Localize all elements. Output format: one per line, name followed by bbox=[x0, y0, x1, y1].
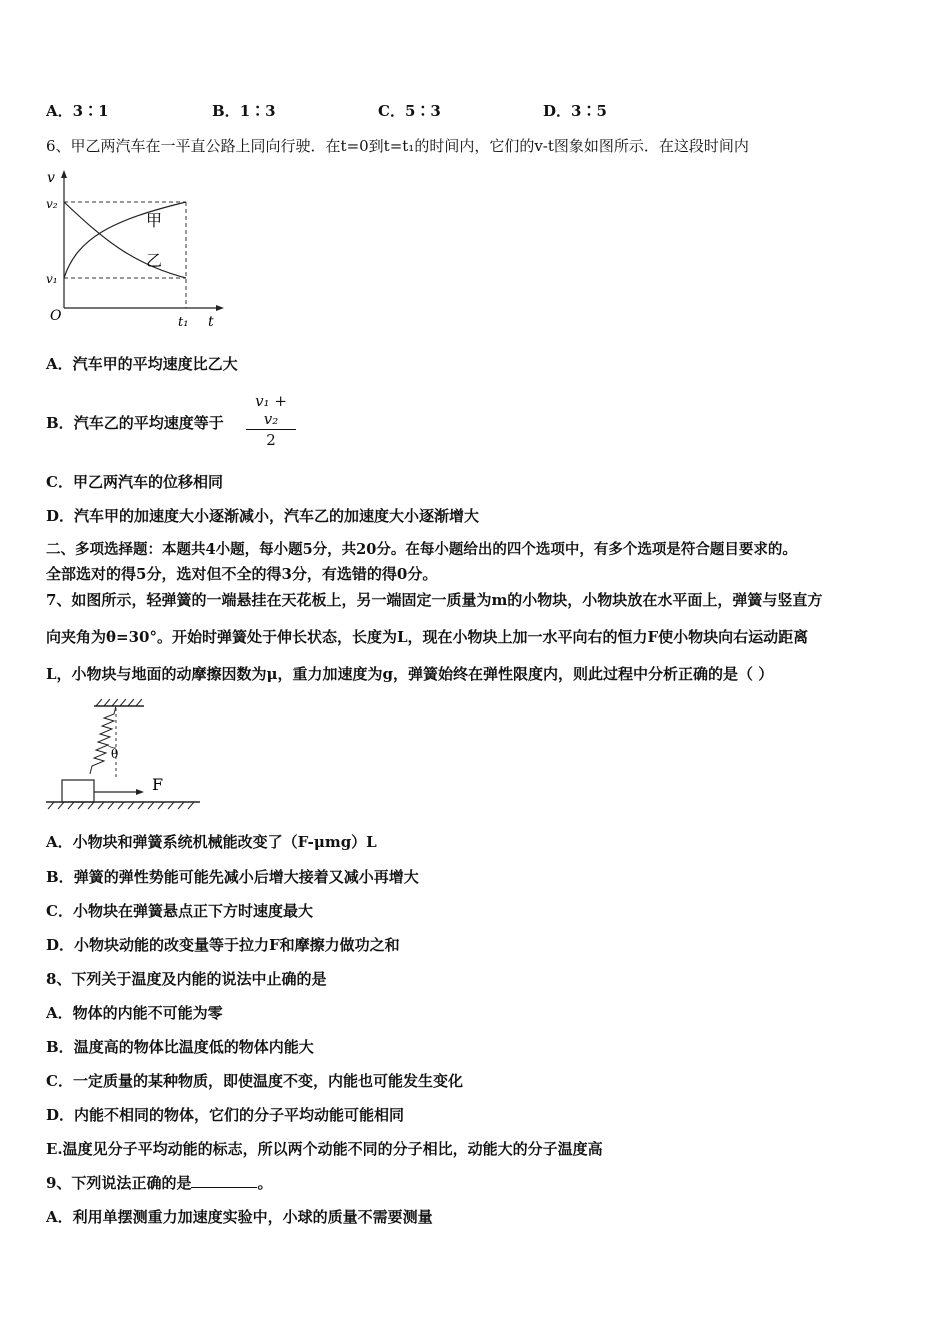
fraction-denominator: 2 bbox=[266, 431, 276, 449]
answer-blank bbox=[191, 1173, 257, 1188]
origin-label: O bbox=[50, 308, 62, 324]
q5-option-d: D．3∶5 bbox=[543, 102, 607, 120]
q7-spring-figure bbox=[44, 698, 204, 810]
force-label: F bbox=[152, 775, 164, 794]
ground-hatching bbox=[48, 802, 194, 809]
v-axis-arrow bbox=[61, 170, 67, 178]
q6-option-b: B．汽车乙的平均速度等于 bbox=[46, 414, 224, 432]
v-axis-label: v bbox=[47, 170, 55, 186]
t-axis-label: t bbox=[208, 314, 214, 330]
t1-label: t₁ bbox=[178, 315, 189, 330]
q8-option-a: A．物体的内能不可能为零 bbox=[46, 1004, 223, 1022]
q8-stem: 8、下列关于温度及内能的说法中止确的是 bbox=[46, 970, 327, 988]
curve-jia-label: 甲 bbox=[146, 211, 163, 230]
q5-option-c: C．5∶3 bbox=[378, 102, 441, 120]
q6-option-a: A．汽车甲的平均速度比乙大 bbox=[46, 355, 238, 373]
q7-option-a: A．小物块和弹簧系统机械能改变了（F-μmg）L bbox=[46, 833, 377, 851]
q8-option-d: D．内能不相同的物体，它们的分子平均动能可能相同 bbox=[46, 1106, 405, 1124]
v1-label: v₁ bbox=[46, 272, 58, 286]
q9-option-a: A．利用单摆测重力加速度实验中，小球的质量不需要测量 bbox=[46, 1208, 433, 1226]
curve-yi-label: 乙 bbox=[146, 251, 163, 270]
q9-stem: 9、下列说法正确的是 。 bbox=[46, 1174, 273, 1192]
q8-option-e: E.温度见分子平均动能的标志，所以两个动能不同的分子相比，动能大的分子温度高 bbox=[46, 1140, 603, 1158]
q8-option-b: B．温度高的物体比温度低的物体内能大 bbox=[46, 1038, 314, 1056]
angle-label: θ bbox=[111, 747, 119, 761]
q7-option-c: C．小物块在弹簧悬点正下方时速度最大 bbox=[46, 902, 313, 920]
fraction-numerator: v₁ + v₂ bbox=[255, 392, 287, 428]
section2-heading-line1: 二、多项选择题：本题共4小题，每小题5分，共20分。在每小题给出的四个选项中，有多个选项是符合题目要求的。 bbox=[46, 541, 797, 558]
force-arrowhead bbox=[136, 789, 144, 795]
q6-option-c: C．甲乙两汽车的位移相同 bbox=[46, 473, 223, 491]
q6-stem: 6、甲乙两汽车在一平直公路上同向行驶．在t=0到t=t₁的时间内，它们的v-t图象如图所示．在这段时间内 bbox=[46, 137, 749, 155]
fraction-bar bbox=[246, 429, 296, 430]
q8-option-c: C．一定质量的某种物质，即使温度不变，内能也可能发生变化 bbox=[46, 1072, 463, 1090]
curve-yi bbox=[64, 202, 186, 278]
q7-stem-line1: 7、如图所示，轻弹簧的一端悬挂在天花板上，另一端固定一质量为m的小物块，小物块放在水平面上，弹簧与竖直方 bbox=[46, 591, 823, 609]
ceiling-hatching bbox=[96, 699, 142, 706]
q6-vt-graph bbox=[42, 168, 232, 334]
spring bbox=[90, 706, 119, 774]
section2-heading-line2: 全部选对的得5分，选对但不全的得3分，有选错的得0分。 bbox=[46, 565, 438, 583]
q7-stem-line3: L，小物块与地面的动摩擦因数为μ，重力加速度为g，弹簧始终在弹性限度内，则此过程中分析正确的是（ ） bbox=[46, 665, 774, 683]
q7-option-d: D．小物块动能的改变量等于拉力F和摩擦力做功之和 bbox=[46, 936, 400, 954]
q7-stem-line2: 向夹角为θ=30°。开始时弹簧处于伸长状态，长度为L，现在小物块上加一水平向右的恒力F使小物块向右运动距离 bbox=[46, 628, 809, 646]
curve-jia bbox=[64, 202, 186, 278]
block bbox=[62, 780, 94, 802]
q5-option-a: A．3∶1 bbox=[46, 102, 109, 120]
q7-option-b: B．弹簧的弹性势能可能先减小后增大接着又减小再增大 bbox=[46, 868, 419, 886]
v2-label: v₂ bbox=[46, 197, 58, 211]
q5-option-b: B．1∶3 bbox=[212, 102, 276, 120]
q6-option-b-fraction bbox=[246, 392, 296, 449]
t-axis-arrow bbox=[216, 305, 224, 311]
q6-option-d: D．汽车甲的加速度大小逐渐减小，汽车乙的加速度大小逐渐增大 bbox=[46, 507, 480, 525]
